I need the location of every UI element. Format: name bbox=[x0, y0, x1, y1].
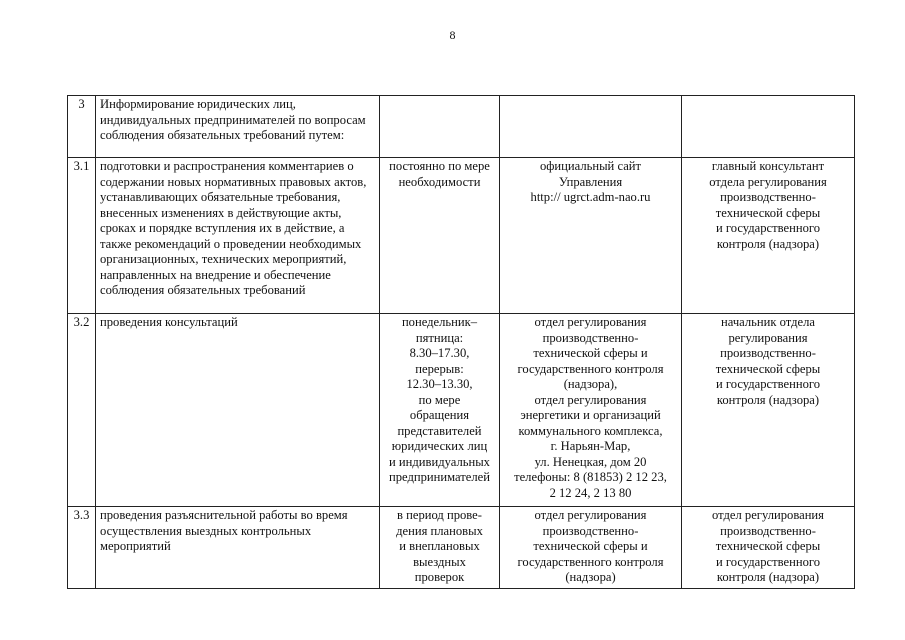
responsible-cell: главный консультант отдела регулирования производственно- технической сферы и государственного контроля (надзора) bbox=[682, 158, 855, 314]
place-cell: официальный сайт Управления http:// ugrct.adm-nao.ru bbox=[500, 158, 682, 314]
responsible-cell: начальник отдела регулирования производственно- технической сферы и государственного контроля (надзора) bbox=[682, 314, 855, 507]
term-cell: постоянно по мере необходимости bbox=[380, 158, 500, 314]
event-cell: проведения разъяснительной работы во время осуществления выездных контрольных мероприятий bbox=[96, 507, 380, 589]
place-cell: отдел регулирования производственно- технической сферы и государственного контроля (надзора) bbox=[500, 507, 682, 589]
table-row bbox=[68, 314, 855, 507]
place-cell: отдел регулирования производственно- технической сферы и государственного контроля (надзора), отдел регулирования энергетики и организаций коммунального комплекса, г. Нарьян-Мар, ул. Ненецкая, дом 20 телефоны: 8 (81853) 2 12 23, 2 12 24, 2 13 80 bbox=[500, 314, 682, 507]
event-cell: подготовки и распространения комментариев о содержании новых нормативных правовых актов, устанавливающих обязательные требования, внесенных изменениях в действующие акты, сроках и порядке вступления их в действие, а также рекомендаций о проведении необходимых организационных, технических мероприятий, направленных на внедрение и обеспечение соблюдения обязательных требований bbox=[96, 158, 380, 314]
row-number: 3.2 bbox=[68, 314, 96, 507]
inspection-plan-table bbox=[67, 95, 855, 589]
page-number: 8 bbox=[449, 28, 456, 42]
table-row bbox=[68, 158, 855, 314]
responsible-cell: отдел регулирования производственно- технической сферы и государственного контроля (надзора) bbox=[682, 507, 855, 589]
place-cell bbox=[500, 96, 682, 158]
responsible-cell bbox=[682, 96, 855, 158]
table-row bbox=[68, 507, 855, 589]
term-cell: в период прове- дения плановых и внеплановых выездных проверок bbox=[380, 507, 500, 589]
row-number: 3.3 bbox=[68, 507, 96, 589]
term-cell bbox=[380, 96, 500, 158]
term-cell: понедельник– пятница: 8.30–17.30, перерыв: 12.30–13.30, по мере обращения представителей юридических лиц и индивидуальных предпринимателей bbox=[380, 314, 500, 507]
row-number: 3 bbox=[68, 96, 96, 158]
row-number: 3.1 bbox=[68, 158, 96, 314]
table-row bbox=[68, 96, 855, 158]
event-cell: проведения консультаций bbox=[96, 314, 380, 507]
event-cell: Информирование юридических лиц, индивидуальных предпринимателей по вопросам соблюдения обязательных требований путем: bbox=[96, 96, 380, 158]
